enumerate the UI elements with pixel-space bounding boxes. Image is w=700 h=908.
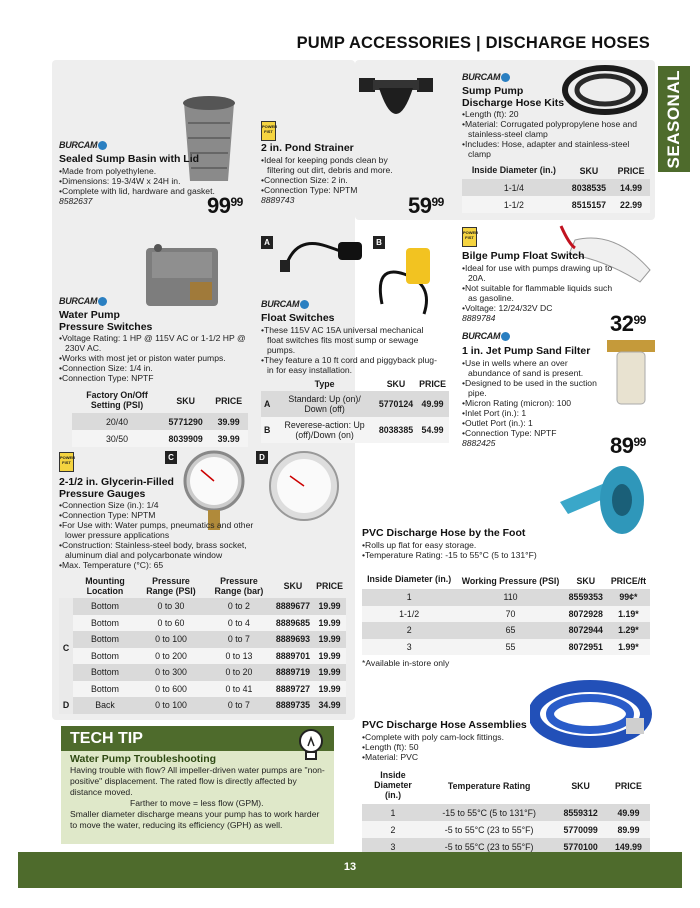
hose-kits-block [462,86,652,159]
pressure-switch-table: Factory On/Off Setting (PSI) SKU PRICE 20/40 5771290 39.99 30/50 8039909 39.99 [72,388,248,447]
table-row: 1-1/4 8038535 14.99 [462,179,650,196]
burcam-logo: BURCAM [59,296,107,306]
bilge-feature: •Ideal for use with pumps drawing up to 20A. [462,262,613,283]
bilge-feature: •Not suitable for flammable liquids such as gasoline. [462,282,613,303]
image-label-d: D [256,451,268,464]
table-row: B Reverese-action: Up (off)/Down (on) 8038385 54.99 [261,417,449,443]
sand-filter-image [605,336,657,408]
pvc-assembly-feature: •Complete with poly cam-lock fittings. [362,731,504,742]
sf-feature: •Micron Rating (micron): 100 [462,397,572,408]
burcam-logo: BURCAM [261,299,309,309]
float-switch-b-image [374,244,454,320]
strainer-feature: •Connection Type: NPTM [261,184,358,195]
gauge-feature: •Connection Size (in.): 1/4 [59,500,159,510]
table-row: C Bottom 0 to 30 0 to 2 8889677 19.99 [59,598,346,615]
ps-feature: •Voltage Rating: 1 HP @ 115V AC or 1-1/2 HP @ 230V AC. [59,333,246,353]
gauge-feature: •Max. Temperature (°C): 65 [59,560,164,570]
pressure-switch-title: Pressure Switches [59,320,153,333]
sf-feature: •Use in wells where an over abundance of sand is present. [462,357,584,378]
pvc-assemblies-table: Inside Diameter (in.) Temperature Rating SKU PRICE 1 -15 to 55°C (5 to 131°F) 8559312 49.99 2 -5 to 55°C (23 to 55°F) 5770099 89.99 3 -5 to 55°C (23 to 55°F) 5770100 149.99 [362,768,650,855]
strainer-feature: •Connection Size: 2 in. [261,174,348,185]
pond-strainer-image [357,70,437,140]
gauge-feature: •Construction: Stainless-steel body, brass socket, aluminum dial and polycarbonate window [59,540,247,560]
gauges-table: Mounting Location Pressure Range (PSI) Pressure Range (bar) SKU PRICE C Bottom 0 to 30 0 to 2 8889677 19.99 Bottom 0 to 60 0 to 4 8889685 19.99 Bottom 0 to 100 0 to 7 8889693 19.99 Bottom 0 to 200 0 to 13 8889701 19.99 Bottom 0 to 300 0 to 20 8889719 19.99 Bottom 0 to 600 0 to 41 8889727 19.99 D Back 0 to 100 0 to 7 8889735 34.99 [59,574,346,714]
bilge-price: $32^{99}$ [610,311,646,336]
table-row: 2 65 8072944 1.29* [362,622,650,639]
pvc-foot-feature: •Temperature Rating: -15 to 55°C (5 to 131°F) [362,549,537,560]
sand-filter-title: 1 in. Jet Pump Sand Filter [462,345,591,357]
hose-kits-feature: •Length (ft): 20 [462,109,519,119]
sf-feature: •Connection Type: NPTF [462,427,557,438]
table-row: 1-1/2 8515157 22.99 [462,196,650,213]
basin-title: Sealed Sump Basin with Lid [59,153,200,165]
float-switches-title: Float Switches [261,312,335,324]
float-switches-table: Type SKU PRICE A Standard: Up (on)/ Down (off) 5770124 49.99 B Reverese-action: Up (off)/Down (on) 8038385 54.99 [261,377,449,443]
burcam-logo: BURCAM [59,140,107,150]
page-footer [18,852,682,888]
bilge-block [462,251,622,323]
pvc-assembly-feature: •Length (ft): 50 [362,741,419,752]
basin-feature: •Complete with lid, hardware and gasket. [59,185,215,196]
table-row: Bottom 0 to 100 0 to 7 8889693 19.99 [59,631,346,648]
table-row: 20/40 5771290 39.99 [72,413,248,430]
pressure-switch-image [138,242,224,312]
table-row: Bottom 0 to 300 0 to 20 8889719 19.99 [59,664,346,681]
tech-tip-title: Water Pump Troubleshooting [70,753,217,765]
pvc-assembly-feature: •Material: PVC [362,751,419,762]
table-row: Bottom 0 to 600 0 to 41 8889727 19.99 [59,681,346,698]
tech-tip-header: TECH TIP [61,726,334,751]
fs-feature: •They feature a 10 ft cord and piggyback plug-in for easy installation. [261,354,437,375]
sf-feature: •Inlet Port (in.): 1 [462,407,527,418]
sand-filter-price: $89^{99}$ [610,433,646,458]
table-row: D Back 0 to 100 0 to 7 8889735 34.99 [59,697,346,714]
lightbulb-icon [296,728,326,762]
tech-tip-text: Farther to move = less flow (GPM). [130,798,264,808]
power-fist-logo: POWER FIST [462,227,477,247]
pressure-switch-title: Water Pump [59,309,120,321]
hose-kits-title: Sump Pump [462,85,524,97]
tech-tip-box [61,726,334,844]
pvc-foot-feature: •Rolls up flat for easy storage. [362,539,477,550]
table-row: 30/50 8039909 39.99 [72,430,248,447]
page-number: 13 [343,861,357,873]
bilge-feature: •Voltage: 12/24/32V DC [462,302,553,313]
table-row: 3 55 8072951 1.99* [362,639,650,656]
power-fist-logo: POWER FIST [59,452,74,472]
table-row: 1-1/2 70 8072928 1.19* [362,606,650,623]
page-title: PUMP ACCESSORIES | DISCHARGE HOSES [296,34,650,52]
float-switches-block [261,313,441,375]
table-row: 1 110 8559353 99¢* [362,589,650,606]
hose-kits-table: Inside Diameter (in.) SKU PRICE 1-1/4 8038535 14.99 1-1/2 8515157 22.99 [462,163,650,213]
gauges-block [59,477,274,570]
strainer-price: $59^{99}$ [408,193,444,218]
basin-sku: 8582637 [59,195,93,206]
table-row: A Standard: Up (on)/ Down (off) 5770124 49.99 [261,391,449,417]
sf-sku: 8882425 [462,437,496,448]
table-row: 2 -5 to 55°C (23 to 55°F) 5770099 89.99 [362,821,650,838]
float-switch-a-image [276,236,366,276]
table-row: Bottom 0 to 200 0 to 13 8889701 19.99 [59,648,346,665]
seasonal-tab[interactable]: SEASONAL [658,66,690,172]
gauges-title: Pressure Gauges [59,487,146,500]
pressure-switch-block [59,310,249,383]
basin-feature: •Dimensions: 19-3/4W x 24H in. [59,175,181,186]
pvc-foot-title: PVC Discharge Hose by the Foot [362,527,526,539]
burcam-logo: BURCAM [462,331,510,341]
fs-feature: •These 115V AC 15A universal mechanical float switches fits most sump or sewage pumps. [261,324,424,355]
image-label-c: C [165,451,177,464]
bilge-sku: 8889784 [462,312,496,323]
tech-tip-text: Having trouble with flow? All impeller-driven water pumps are "non-positive" displacement. The rated flow is directly affected by distance moved. [70,765,325,797]
strainer-feature: •Ideal for keeping ponds clean by filtering out dirt, debris and more. [261,154,393,175]
pvc-foot-image [560,462,650,540]
table-row: Bottom 0 to 60 0 to 4 8889685 19.99 [59,615,346,632]
gauge-feature: •Connection Type: NPTM [59,510,156,520]
hose-kits-feature: •Includes: Hose, adapter and stainless-steel clamp [462,139,630,159]
gauge-feature: •For Use with: Water pumps, pneumatics and other lower pressure applications [59,520,254,540]
ps-feature: •Connection Type: NPTF [59,373,154,383]
basin-price: $99^{99}$ [207,193,243,218]
sf-feature: •Designed to be used in the suction pipe. [462,377,597,398]
hose-kits-feature: •Material: Corrugated polypropylene hose and stainless-steel clamp [462,119,637,139]
strainer-title: 2 in. Pond Strainer [261,142,354,154]
hose-kits-title: Discharge Hose Kits [462,96,565,109]
gauge-d-image [268,450,340,522]
table-row: 3 -5 to 55°C (23 to 55°F) 5770100 149.99 [362,838,650,855]
power-fist-logo: POWER FIST [261,121,276,141]
strainer-block [261,143,411,205]
basin-block [59,154,219,206]
image-label-a: A [261,236,273,249]
sand-filter-block [462,346,612,448]
availability-note: *Available in-store only [362,658,450,668]
sf-feature: •Outlet Port (in.): 1 [462,417,533,428]
strainer-sku: 8889743 [261,194,295,205]
pvc-foot-table: Inside Diameter (in.) Working Pressure (PSI) SKU PRICE/ft 1 110 8559353 99¢* 1-1/2 70 8072928 1.19* 2 65 8072944 1.29* 3 55 8072951 1.99* [362,572,650,655]
pvc-foot-block [362,528,562,560]
burcam-logo: BURCAM [462,72,510,82]
tech-tip-text: Smaller diameter discharge means your pump has to work harder to move the water, reducing its efficiency (GPH) as well. [70,809,320,830]
table-row: 1 -15 to 55°C (5 to 131°F) 8559312 49.99 [362,804,650,821]
pvc-assemblies-title: PVC Discharge Hose Assemblies [362,719,527,731]
ps-feature: •Connection Size: 1/4 in. [59,363,153,373]
basin-feature: •Made from polyethylene. [59,165,157,176]
image-label-b: B [373,236,385,249]
pvc-assemblies-block [362,720,562,762]
ps-feature: •Works with most jet or piston water pumps. [59,353,226,363]
bilge-title: Bilge Pump Float Switch [462,250,585,262]
gauges-title: 2-1/2 in. Glycerin-Filled [59,476,174,488]
